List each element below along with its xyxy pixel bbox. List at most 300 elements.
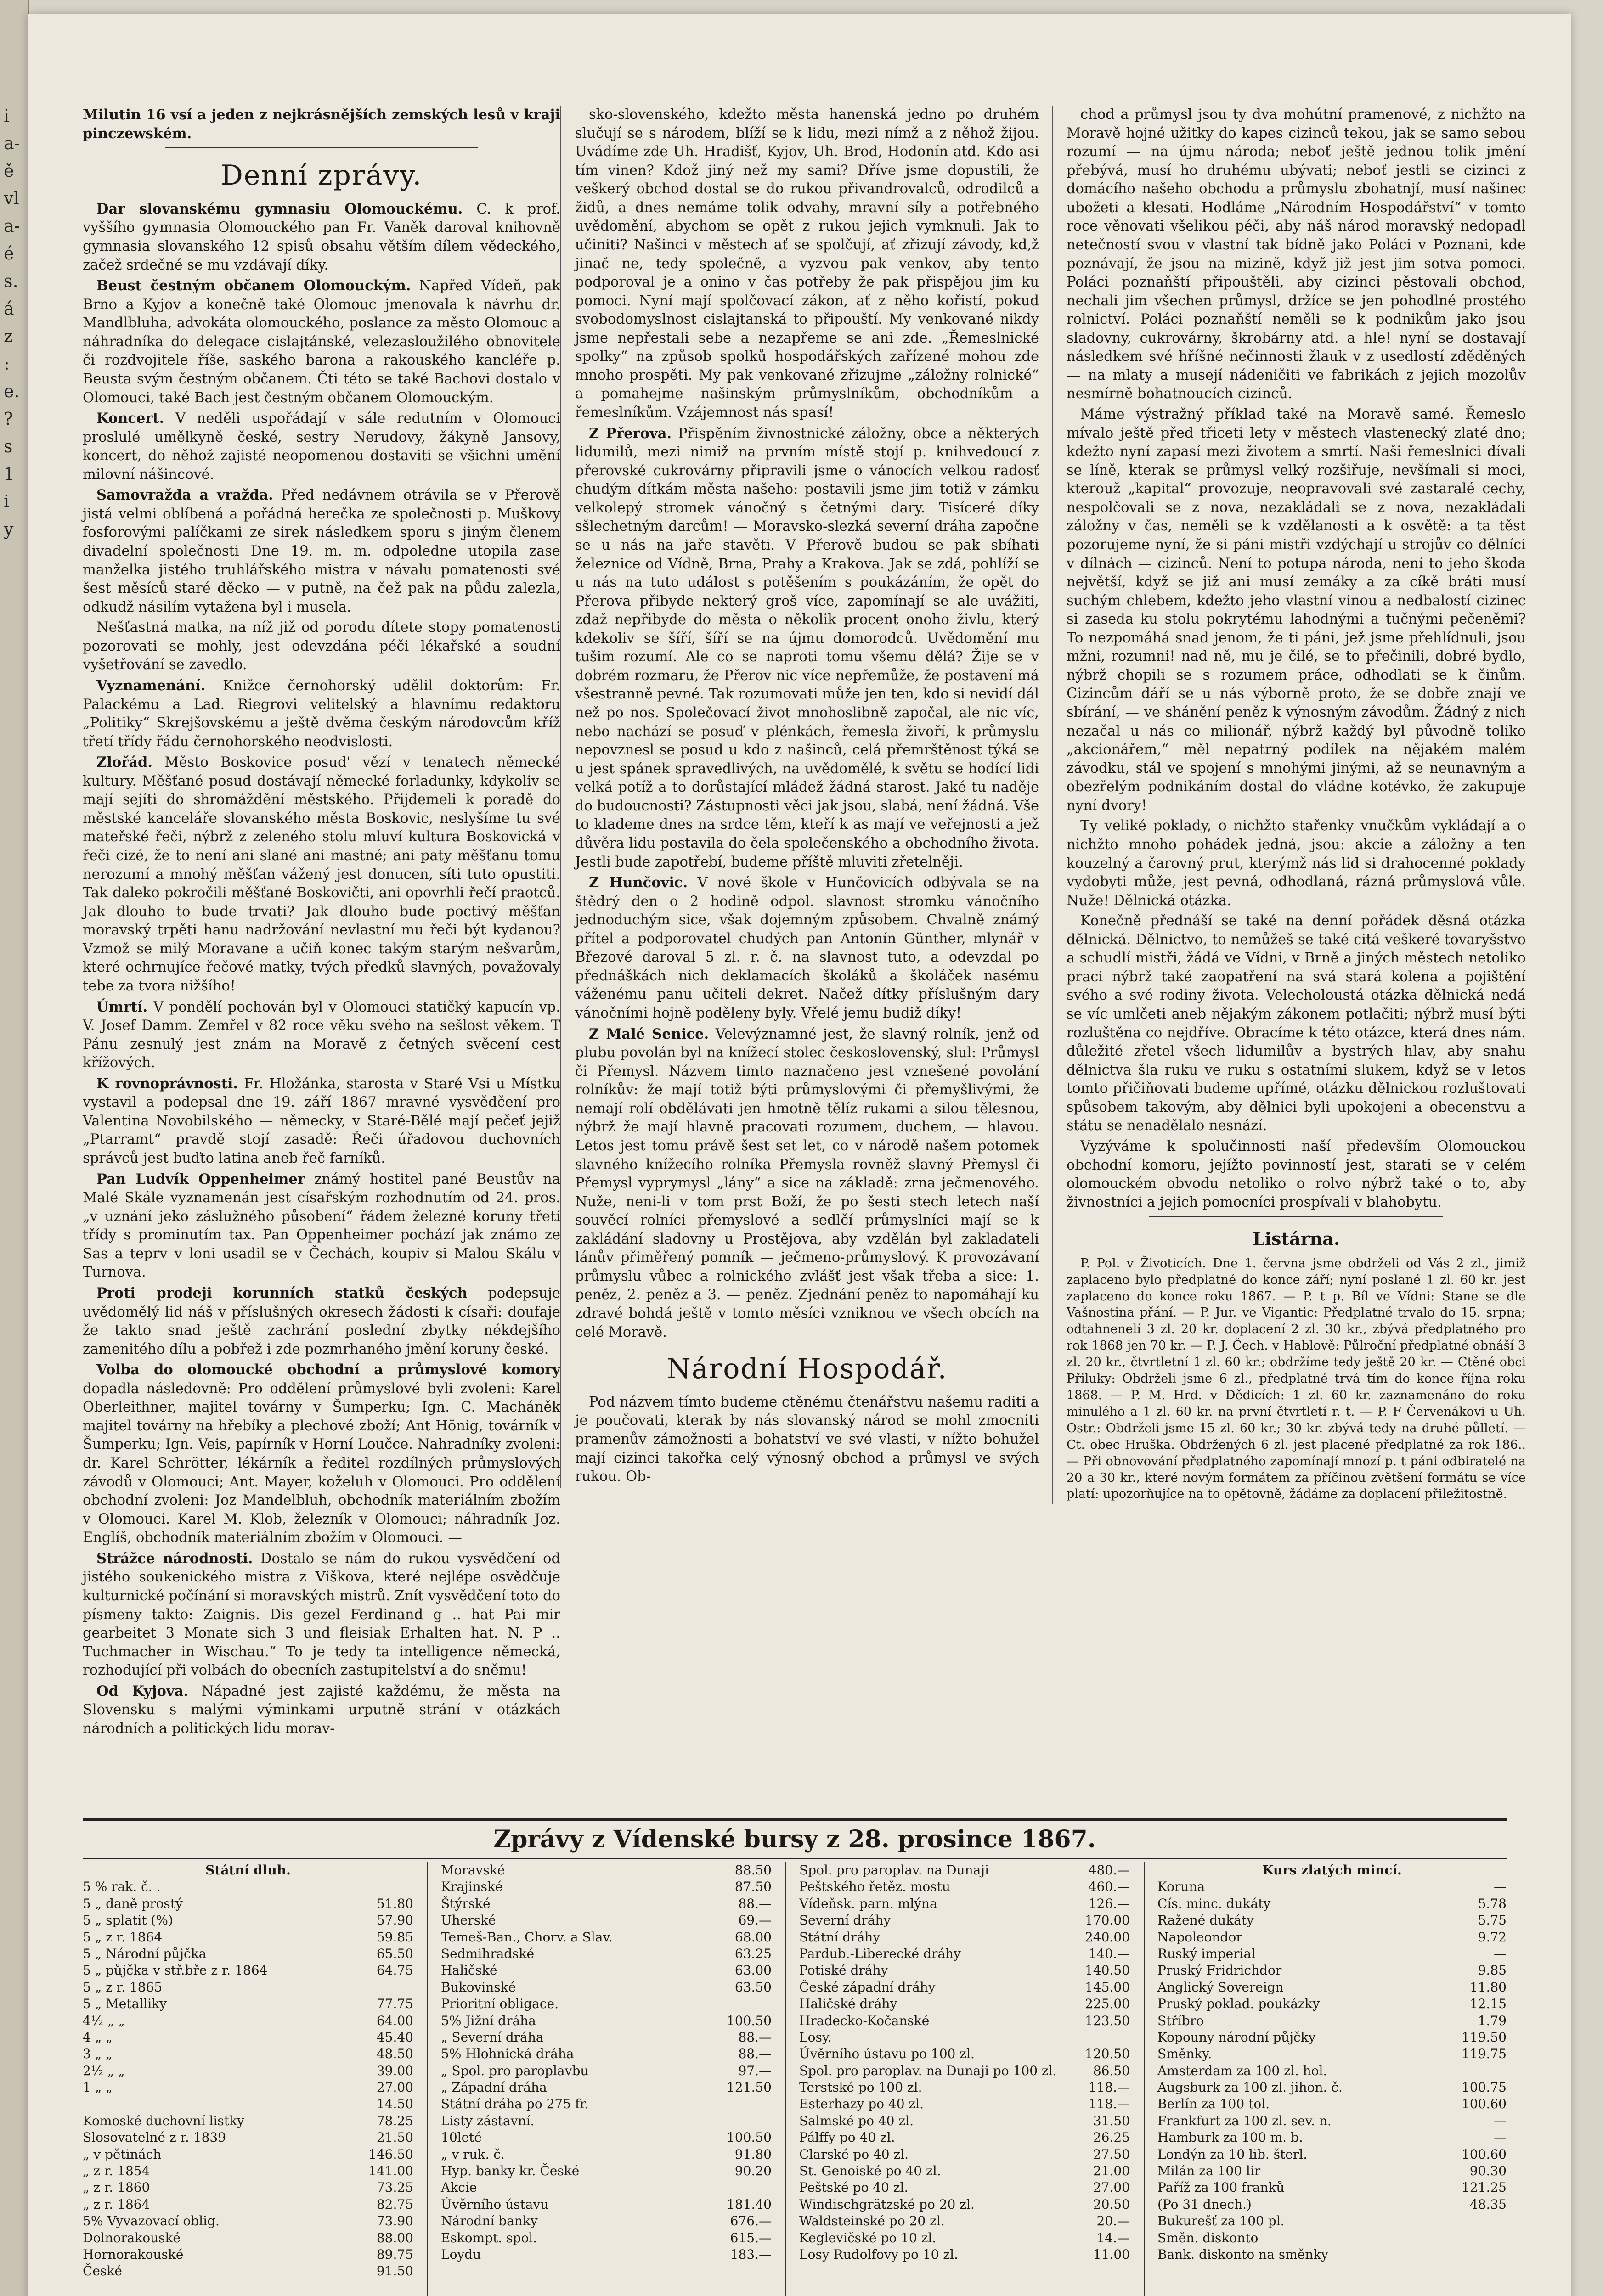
- article-paragraph: [83, 409, 560, 484]
- bourse-value: 20.—: [1096, 2213, 1130, 2229]
- article-heading: Proti prodeji korunních statků českých: [96, 1284, 468, 1301]
- article-paragraph: [83, 1549, 560, 1680]
- article-paragraph: [83, 619, 560, 675]
- bourse-row: [1157, 2079, 1507, 2096]
- article-heading: Z Malé Senice.: [589, 1025, 709, 1042]
- bourse-label: Severní dráhy: [799, 1913, 891, 1928]
- bourse-value: —: [1494, 2113, 1507, 2128]
- bourse-row: [799, 2013, 1130, 2029]
- bourse-row: [799, 2079, 1130, 2096]
- bourse-label: Ruský imperial: [1157, 1946, 1256, 1961]
- article-paragraph: [83, 998, 560, 1073]
- bourse-label: St. Genoiské po 40 zl.: [799, 2163, 941, 2179]
- bourse-value: 181.40: [727, 2196, 772, 2212]
- bourse-row: [441, 1962, 772, 1979]
- bourse-value: 88.—: [738, 2029, 772, 2045]
- section-title-listarna: Listárna.: [1252, 1228, 1340, 1249]
- bourse-label: Sedmihradské: [441, 1946, 535, 1961]
- bourse-value: 146.50: [368, 2146, 413, 2162]
- article-text: Ty veliké poklady, o nichžto stařenky vnučkům vykládají a o nichžto mnoho pohádek jedná, jsou: akcie a záložny a ten kouzelný a čarovný prut, kterýmž nás lid si drahocenné poklady vydobyti může, jest pevná, odhodlaná, rázná průmyslová vůle. Nuže! Dělnická otázka.: [1067, 818, 1526, 909]
- bourse-label: Peštského řetěz. mostu: [799, 1879, 950, 1895]
- bourse-label: Bukovinské: [441, 1979, 516, 1995]
- bourse-row: [1157, 1996, 1507, 2012]
- bourse-row: [441, 2029, 772, 2046]
- bourse-label: Londýn za 10 lib. šterl.: [1157, 2146, 1308, 2162]
- bourse-value: 73.25: [376, 2180, 413, 2195]
- article-text: Nápadné jest zajisté každému, že města na Slovensku s malými výminkami urputně strání v otázkách národních a politických lidu morav-: [83, 1683, 560, 1737]
- bourse-row: [83, 2079, 413, 2096]
- bourse-row: [441, 2113, 772, 2129]
- bourse-label: Amsterdam za 100 zl. hol.: [1157, 2063, 1327, 2078]
- bourse-row: [1157, 2063, 1507, 2079]
- bourse-col-obligations: [441, 1862, 772, 2263]
- bourse-row: [441, 1879, 772, 1895]
- bourse-label: 5 „ Národní půjčka: [83, 1946, 207, 1961]
- bourse-value: 12.15: [1469, 1996, 1507, 2012]
- bourse-row: [1157, 2029, 1507, 2046]
- bourse-row: [799, 2213, 1130, 2229]
- bourse-label: České: [83, 2263, 122, 2279]
- article-paragraph: [83, 1284, 560, 1359]
- bourse-row: [83, 1979, 413, 1996]
- bourse-row: [799, 2129, 1130, 2146]
- bourse-label: 5% Vyvazovací oblig.: [83, 2213, 220, 2229]
- bourse-label: „ z r. 1860: [83, 2180, 150, 2195]
- bourse-label: 10leté: [441, 2130, 482, 2145]
- bourse-value: —: [1494, 1946, 1507, 1961]
- bourse-row: [799, 1996, 1130, 2012]
- bourse-label: Pálffy po 40 zl.: [799, 2130, 895, 2145]
- article-paragraph: [575, 873, 1039, 1023]
- bourse-row: [83, 2163, 413, 2179]
- bourse-label: Slosovatelné z r. 1839: [83, 2130, 226, 2145]
- article-paragraph: [1067, 817, 1526, 910]
- article-text: Napřed Vídeň, pak Brno a Kyjov a konečně také Olomouc jmenovala k návrhu dr. Mandlbluha, advokáta olomouckého, poslance za město Olomouc a náhradníka do delegace cislajtánské, velezasloužilého obnovitele či rozdvojitele říše, saského barona a rakouského kancléře p. Beusta svým čestným občanem. Čti této se také Bachovi dostalo v Olomouci, také Bach jest čestným občanem Olomouckým.: [83, 278, 560, 406]
- bourse-row: [799, 1879, 1130, 1895]
- bourse-row: [83, 2046, 413, 2062]
- bourse-value: 11.00: [1093, 2246, 1130, 2262]
- bourse-row: [441, 1896, 772, 1912]
- bourse-label: 5 „ Metalliky: [83, 1996, 167, 2012]
- bourse-value: 480.—: [1088, 1863, 1130, 1878]
- bourse-value: 100.60: [1462, 2146, 1507, 2162]
- article-heading: Samovražda a vražda.: [96, 487, 273, 504]
- bourse-value: 64.75: [376, 1963, 413, 1978]
- bourse-row: [441, 1862, 772, 1879]
- bourse-row: [441, 2146, 772, 2163]
- bourse-row: [799, 2029, 1130, 2046]
- bourse-value: 14.50: [376, 2096, 413, 2112]
- bourse-value: 88.—: [738, 2046, 772, 2062]
- bourse-value: 91.50: [376, 2263, 413, 2279]
- bourse-value: 9.85: [1478, 1963, 1507, 1978]
- article-heading: Z Přerova.: [589, 425, 672, 442]
- bourse-label: Temeš-Ban., Chorv. a Slav.: [441, 1929, 613, 1945]
- bourse-row: [1157, 1962, 1507, 1979]
- bourse-row: [1157, 2230, 1507, 2246]
- bourse-value: 183.—: [730, 2246, 772, 2262]
- bourse-label: Štýrské: [441, 1896, 491, 1911]
- bourse-row: [83, 1879, 413, 1895]
- bourse-value: 118.—: [1088, 2096, 1130, 2112]
- bourse-label: Napoleondor: [1157, 1929, 1242, 1945]
- bourse-label: 5% Hlohnická dráha: [441, 2046, 574, 2062]
- bourse-value: 21.50: [376, 2130, 413, 2145]
- bourse-row: [1157, 2129, 1507, 2146]
- bourse-label: Akcie: [441, 2180, 477, 2195]
- bourse-value: 59.85: [376, 1929, 413, 1945]
- bourse-value: [363, 1879, 413, 1895]
- bourse-row: [441, 2213, 772, 2229]
- bourse-value: —: [1494, 2130, 1507, 2145]
- bourse-value: 14.—: [1096, 2230, 1130, 2245]
- bourse-label: Stříbro: [1157, 2013, 1204, 2028]
- bourse-value: 1.79: [1478, 2013, 1507, 2028]
- bourse-col-state-debt: [83, 1862, 413, 2280]
- bourse-label: 5 „ z r. 1864: [83, 1929, 163, 1945]
- article-paragraph: [1067, 405, 1526, 815]
- bourse-label: „ z r. 1864: [83, 2196, 150, 2212]
- column-separator: [427, 1862, 428, 2296]
- article-text: sko-slovenského, kdežto města hanenská jedno po druhém slučují se s národem, blíží se k lidu, mezi nímž a z něhož žijou. Uvádíme zde Uh. Hradišť, Kyjov, Uh. Brod, Hodonín atd. Kdo asi tím vinen? Kdož jiný než my sami? Dříve jsme dopustili, že veškerý obchod dostal se do rukou přivandrovalců, odrodilců a židů, a dnes nemáme tolik odvahy, mravní síly a potřebného uvědomění, abychom se opět z rukou jejich vymknuli. Jak to učiniti? Našinci v městech ať se spolčují, ať zřizují závody, kd,ž jinač ne, tedy společně, a vyzvou pak venkov, aby tento podporoval je a onino v čas potřeby že pak přispějou jim ku pomoci. Nyní mají spolčovací zákon, ať z něho kořistí, pokud svobodomyslnost cislajtanská to připouští. My venkované nikdy jsme nepřestali sebe a nezapřeme se ani zde. „Řemeslnické spolky“ na způsob spolků hospodářských zařízené mohou zde mnoho prospěti. My pak venkované zřizujme „záložny rolnické“ a pomahejme našinským průmyslníkům, obchodníkům a řemeslníkům. Vzájemnost nás spasí!: [575, 107, 1039, 421]
- bourse-label: Směn. diskonto: [1157, 2230, 1259, 2245]
- article-paragraph: [83, 1170, 560, 1282]
- bourse-row: [441, 2246, 772, 2263]
- bourse-value: 68.00: [734, 1929, 772, 1945]
- bourse-value: 97.—: [738, 2063, 772, 2078]
- bourse-row: [799, 1979, 1130, 1996]
- bourse-value: 65.50: [376, 1946, 413, 1961]
- bourse-value: 170.00: [1085, 1913, 1130, 1928]
- bourse-value: 88.00: [376, 2230, 413, 2245]
- bourse-label: 4 „ „: [83, 2029, 113, 2045]
- bourse-row: [1157, 2113, 1507, 2129]
- bourse-label: Haličské: [441, 1963, 497, 1978]
- article-paragraph: [575, 1025, 1039, 1342]
- article-text: chod a průmysl jsou ty dva mohútní pramenové, z nichžto na Moravě hojné užitky do kapes cizinců tekou, jak se samo sebou rozumí — na újmu národa; neboť ještě jednou tolik jmění přebývá, musí ho druhému ubývati; neboť jestli se cizinci z domácího našeho obchodu a průmyslu zbohatnjí, musí našinec ubožeti a klesati. Hodláme „Národním Hospodářství“ v tomto roce věnovati všelikou péči, aby náš národ moravský nedopadl netečností svou v vlastní tak bídně jako Poláci v Poznani, kde poznávají, že jsou na mizině, když již jest jim sotva pomoci. Poláci poznaňští připouštěli, aby cizinci pěstovali obchod, nechali jim všechen průmysl, držíce se jen pohodlné prostého rolnictví. Poláci poznaňští neměli se k podnikům jako jsou sladovny, cukrovárny, škrobárny atd. a hle! nyní se dostavají následkem své hříšné nečinnosti žlauk v z usedlostí zděděných — na mlaty a musejí nádeničiti ve fabrikách z jejich mozolův nesmírně bohatnoucích cizinců.: [1067, 107, 1526, 402]
- bourse-row: [83, 1946, 413, 1962]
- bourse-value: 31.50: [1093, 2113, 1130, 2128]
- bourse-row: [83, 2113, 413, 2129]
- column-1-articles: [83, 200, 560, 1739]
- bourse-row: [799, 1929, 1130, 1946]
- bourse-value: [721, 2096, 772, 2112]
- article-text: Přispěním živnostnické záložny, obce a některých lidumilů, mezi nimiž na prvním místě stojí p. knihvedoucí z přerovské cukrovárny připravili jsme o vánocích velkou radosť chudým dítkám města našeho: postavili jsme jim totiž v zámku velkolepý stromek vánočný s četnými dary. Tisíceré díky sšlechetným darcům! — Moravsko-slezká severní dráha započne se u nás na jaře stavěti. V Přerově budou se pak sbíhati železnice od Vídně, Brna, Prahy a Krakova. Jak se zdá, pohlíží se u nás na tuto událost s potěšením s poukázáním, že opět do Přerova přibyde nekterý groš více, zapomínají se ale uvážiti, zdaž nepřibyde do města o několik procent onoho živlu, který kdekoliv se šíří, šíří se na újmu domorodců. Uvědomění mu tušim rozumí. Ale co se naproti tomu všemu dělá? Žije se v dobrém rozmaru, že Přerov nic více nepřemůže, že postavení má všestranně pevné. Tak rozumovati může jen ten, kdo si nevidí dál než po nos. Společovací život mnohoslibně započal, ale nic víc, nebo nachází se posuď v plénkách, řemesla živoří, k průmyslu nepovznesl se posud u kdo z našinců, celá přemrštěnost týká se u jest spánek spravedlivých, na uvědomělé, k světu se hodící lidi velká potíž a to dorůstající mládež žádná starost. Jaké tu naděje do budoucnosti? Zástupnosti věci jak jsou, slabá, není žádná. Vše to klademe dnes na srdce těm, kteří k as mají ve veřejnosti a jež důvěra lidu postavila do čela společenského a obchodního života. Jestli bude zapotřebí, budeme příště mluviti zřetelněji.: [575, 425, 1039, 870]
- article-paragraph: [83, 1682, 560, 1739]
- bourse-value: 82.75: [376, 2196, 413, 2212]
- bourse-value: 676.—: [730, 2213, 772, 2229]
- bourse-value: 126.—: [1088, 1896, 1130, 1911]
- bourse-value: 615.—: [730, 2230, 772, 2245]
- bourse-heading: Státní dluh.: [205, 1863, 291, 1878]
- bourse-row: [441, 2063, 772, 2079]
- article-text: Velevýznamné jest, že slavný rolník, jenž od plubu povolán byl na knížecí stolec československý, slul: Průmysl či Přemysl. Názvem timto naznačeno jest vznešené povolání rolníkův: že mají totiž býti průmyslovými či přemyšlivými, že nemají rolí obdělávati jen hmotně tělíz rukami a silou tělesnou, nýbrž že mají hlavně pracovati rozumem, duchem, — hlavou. Letos jest tomu právě šest set let, co v národě našem potomek slavného knížecího rolníka Přemysla rovněž slavný Přemysl či Přemysl vyprymysl „lány“ a sice na základě: zrna ječmenového. Nuže, neni-li v tom prst Boží, že po šesti stech letech naší souvěcí rolníci přemyslové a sedlčí průmyslníci mají se k zakládání sladovny u Prostějova, aby vzdělán byl zakladateli lánův přiměřený pomník — ječmeno-průmyslový. K provozávaní průmyslu vůbec a rolnického zvlášť jest však třeba a sice: 1. peněz, 2. peněz a 3. — peněz. Zjednání peněz to napomáhají ku zdravé bohdá ještě v tomto měsíci vzniknou ve všech obcích na celé Moravě.: [575, 1026, 1039, 1340]
- bourse-label: Salmské po 40 zl.: [799, 2113, 914, 2128]
- bourse-row: [799, 1862, 1130, 1879]
- bourse-label: „ Spol. pro paroplavbu: [441, 2063, 589, 2078]
- article-heading: Strážce národnosti.: [96, 1550, 253, 1567]
- bourse-row: [441, 2079, 772, 2096]
- bourse-col-lots: [799, 1862, 1130, 2263]
- column-separator: [1144, 1862, 1145, 2296]
- article-text: V nové škole v Hunčovicích odbývala se na štědrý den o 2 hodině odpol. slavnost stromku vánočního jednoduchým sice, však dojemným způsobem. Chvalně známý přítel a podporovatel chudých pan Antonín Günther, mlynář v Březové daroval 5 zl. r. č. na slavnost tuto, a odevzdal po přednáškách nich deklamacích školáků a školáček nasému váženému panu učiteli dekret. Načež dítky příslušným dary vánočními hojně poděleny byly. Vřelé jemu budiž díky!: [575, 875, 1039, 1021]
- bourse-label: (Po 31 dnech.): [1157, 2196, 1252, 2212]
- bourse-value: 100.50: [727, 2013, 772, 2028]
- bourse-value: 460.—: [1088, 1879, 1130, 1895]
- bourse-label: Esterhazy po 40 zl.: [799, 2096, 924, 2112]
- bourse-row: [799, 2096, 1130, 2112]
- bourse-value: 51.80: [376, 1896, 413, 1911]
- article-paragraph: [575, 106, 1039, 422]
- bourse-row: [441, 1979, 772, 1996]
- bourse-value: [1456, 2213, 1507, 2229]
- article-paragraph: [575, 1393, 1039, 1486]
- column-2-articles: [575, 106, 1039, 1486]
- bourse-row: [1157, 1896, 1507, 1912]
- bourse-row: [83, 2096, 413, 2112]
- bourse-label: Frankfurt za 100 zl. sev. n.: [1157, 2113, 1332, 2128]
- bourse-label: Hamburk za 100 m. b.: [1157, 2130, 1303, 2145]
- bourse-value: 78.25: [376, 2113, 413, 2128]
- bourse-value: 64.00: [376, 2013, 413, 2028]
- bourse-label: 2½ „ „: [83, 2063, 125, 2078]
- bourse-label: Státní dráhy: [799, 1929, 881, 1945]
- article-text: známý hostitel pané Beustův na Malé Skále vyznamenán jest císařským rozhodnutím od 24. pros. „v uznání jeko záslužného působení“ řádem železné koruny třetí třídy s prominutím tax. Pan Oppenheimer pochází jak známo ze Sas a teprv v loni usadil se v Čechách, koupiv si Malou Skálu v Turnova.: [83, 1171, 560, 1281]
- article-text: Nešťastná matka, na níž již od porodu dítete stopy pomatenosti pozorovati se mohly, jest odevzdána péči lékařské a soudní vyšetřování se zavedlo.: [83, 619, 560, 673]
- previous-page-edge: i a- ě vl a- é s. á z : e. ? s 1 i y: [0, 0, 29, 2296]
- bourse-value: 69.—: [738, 1913, 772, 1928]
- bourse-row: [1157, 1879, 1507, 1895]
- article-heading: Dar slovanskému gymnasiu Olomouckému.: [96, 200, 463, 217]
- article-text: Konečně přednáší se také na denní pořádek děsná otázka dělnická. Dělnictvo, to nemůžeš se také citá veškeré tovaryšstvo a schudlí mistři, žádá ve Vídni, v Brně a jiných městech netoliko praci nýbrž také zaopatření na svá stará kolena a pojištění svého a své rodiny života. Velecholoustá otázka dělnická nedá se víc umlčeti aneb nějakým zákonem potlačiti; nýbrž musí býti rozluštěna co nejdříve. Obracíme k této otázce, která dnes nám. důležité zřetel všech lidumilův a bystrých hlav, aby snahu dělnictva šla ruku ve ruku s ostatními slukem, když se v letos tomto přičiňovati budeme upřímé, otázku dělnickou rozluštovati spůsobem takovým, aby dělnici byli upokojeni a obecenstvu a státu se nenadělalo nesnází.: [1067, 913, 1526, 1134]
- bourse-value: [721, 2179, 772, 2196]
- bourse-row: [83, 2063, 413, 2079]
- bourse-value: 121.25: [1462, 2180, 1507, 2195]
- article-text: Vyzýváme k spolučinnosti naší především Olomouckou obchodní komoru, jejížto povinností jest, starati se v celém olomouckém obvodu netoliko o rolvo nýbrž také o to, aby živnostníci a jejich pomocníci prospívali v blahobytu.: [1067, 1138, 1526, 1210]
- article-paragraph: [83, 753, 560, 996]
- bourse-label: 5 „ z r. 1865: [83, 1979, 163, 1995]
- bourse-label: 5 „ daně prostý: [83, 1896, 183, 1911]
- bourse-row: [799, 2246, 1130, 2263]
- bourse-label: Peštské po 40 zl.: [799, 2180, 909, 2195]
- bourse-value: 21.00: [1093, 2163, 1130, 2179]
- divider: [165, 147, 478, 148]
- bourse-row: [1157, 2213, 1507, 2229]
- section-title-narodni-hospodar: Národní Hospodář.: [666, 1353, 948, 1385]
- bourse-label: Losy Rudolfovy po 10 zl.: [799, 2246, 958, 2262]
- bourse-value: 63.00: [734, 1963, 772, 1978]
- bourse-label: Krajinské: [441, 1879, 503, 1895]
- bourse-value: 225.00: [1085, 1996, 1130, 2012]
- bourse-row: [799, 2163, 1130, 2179]
- bourse-label: Haličské dráhy: [799, 1996, 897, 2012]
- bourse-label: Eskompt. spol.: [441, 2230, 537, 2245]
- bourse-value: 100.75: [1462, 2080, 1507, 2095]
- article-text: podepsuje uvědomělý lid náš v příslušných okresech žádosti k císaři: doufaje že takto snad ještě zachrání poslední zbytky nékdejšího zamenitého dílu a pobřež i zde pozmrhaného jmění koruny české.: [83, 1285, 561, 1357]
- bourse-label: Berlín za 100 tol.: [1157, 2096, 1270, 2112]
- bourse-value: [721, 2113, 772, 2129]
- bourse-value: 121.50: [727, 2080, 772, 2095]
- article-heading: Koncert.: [96, 410, 164, 427]
- bourse-row: [799, 1912, 1130, 1929]
- article-paragraph: [83, 486, 560, 617]
- bourse-value: 120.50: [1085, 2046, 1130, 2062]
- article-text: Před nedávnem otrávila se v Přerově jistá velmi oblíbená a pořádná herečka ze společnosti p. Muškovy fosforovými palíčkami ze sirek následkem sporu s jiným členem divadelní společnosti Dne 19. m. m. odpoledne utopila zase manželka jistého truhlářského mistra v návalu pomatenosti své šest měsíců staré děcko — v putně, na čež pak na půdu zalezla, odkudž násilím vytažena byl i muselа.: [83, 487, 560, 615]
- bourse-row: [799, 2113, 1130, 2129]
- bourse-label: 1 „ „: [83, 2080, 113, 2095]
- article-heading: Pan Ludvík Oppenheimer: [96, 1171, 305, 1187]
- column-3: [1052, 106, 1526, 1504]
- bourse-value: 123.50: [1085, 2013, 1130, 2028]
- article-text: V pondělí pochován byl v Olomouci statičký kapucín vp. V. Josef Damm. Zemřel v 82 roce věku svého na sešlost věkem. T Pánu zesnulý jest znám na Moravě z četných svěcení cest křížových.: [83, 999, 560, 1071]
- bourse-value: 90.20: [734, 2163, 772, 2179]
- bourse-row: [1157, 2046, 1507, 2062]
- bourse-row: [441, 2129, 772, 2146]
- article-paragraph: [83, 1361, 560, 1548]
- bourse-label: Komoské duchovní listky: [83, 2113, 244, 2128]
- bourse-row: [1157, 1946, 1507, 1962]
- article-heading: Beust čestným občanem Olomouckým.: [96, 277, 411, 294]
- article-heading: Úmrtí.: [96, 998, 148, 1015]
- article-text: Dostalo se nám do rukou vysvědčení od jistého soukenického mistra z Viškova, které nejlépe osvědčuje kulturnické počínání si moravských mistrů. Znít vysvědčení toto do písmeny takto: Zaignis. Dis gezel Ferdinand g .. hat Pai mir gearbeitet 3 Monate sich 3 und fleisiak Erhalten hat. N. P .. Tuchmacher in Wischau.“ To je tedy ta intelligence německá, rozhodující při volbách do obecních zastupitelství a do sněmu!: [83, 1550, 560, 1679]
- bourse-label: 5 „ splatit (%): [83, 1913, 173, 1928]
- bourse-row: [799, 2230, 1130, 2246]
- bourse-row: [441, 2096, 772, 2112]
- bourse-label: Hornorakouské: [83, 2246, 184, 2262]
- bourse-label: Pruský Fridrichdor: [1157, 1963, 1282, 1978]
- bourse-value: [1456, 2063, 1507, 2079]
- bourse-value: [363, 1979, 413, 1996]
- bourse-row: [83, 2213, 413, 2229]
- article-paragraph: [83, 200, 560, 275]
- bourse-label: Pardub.-Liberecké dráhy: [799, 1946, 961, 1961]
- bourse-value: 89.75: [376, 2246, 413, 2262]
- bourse-row: [441, 2013, 772, 2029]
- bourse-value: 100.60: [1462, 2096, 1507, 2112]
- article-text: Knižce černohorský udělil doktorům: Fr. Palackému a Lad. Riegrovi velitelský a hlavnímu redaktoru „Politiky“ Skrejšovskému a ještě dvěma českým národovcům kříž třetí třídy řádu černohorského neodvislosti.: [83, 677, 560, 750]
- bourse-label: Národní banky: [441, 2213, 538, 2229]
- bourse-row: [83, 2129, 413, 2146]
- bourse-label: „ Západní dráha: [441, 2080, 547, 2095]
- bourse-value: 88.50: [734, 1863, 772, 1878]
- article-heading: Z Hunčovic.: [589, 874, 688, 891]
- bourse-row: [441, 2179, 772, 2196]
- bourse-label: Prioritní obligace.: [441, 1996, 559, 2012]
- bourse-row: [441, 1996, 772, 2012]
- bourse-row: [441, 2196, 772, 2213]
- bourse-label: Listy zástavní.: [441, 2113, 535, 2128]
- bourse-title: Zprávy z Vídenské bursy z 28. prosince 1867.: [83, 1825, 1507, 1859]
- bourse-value: 45.40: [376, 2029, 413, 2045]
- bourse-value: 86.50: [1093, 2063, 1130, 2078]
- listarna-text: P. Pol. v Životicích. Dne 1. června jsme obdrželi od Vás 2 zl., jimiž zaplaceno bylo předplatné do konce září; nyní poslané 1 zl. 60 kr. jest zaplaceno do konce roku 1867. — P. t p. Bíl ve Vídni: Stane se dle Vašnostina přání. — P. Jur. ve Vigantic: Předplatné trvalo do 15. srpna; odtahnenelí 3 zl. 20 kr. doplacení 2 zl. 30 kr., zbývá předplatného pro rok 1868 jen 70 kr. — P. J. Čech. v Hablově: Půlroční předplatné obnáší 3 zl. 20 kr., čtvrtletní 1 zl. 60 kr.; obdržíme tedy ještě 20 kr. — Ctěné obci Přiluky: Obdrželi jsme 6 zl., předplatné trvá tím do konce října roku 1868. — P. M. Hrd. v Dědicích: 1 zl. 60 kr. zaznamenáno do roku minulého a 1 zl. 60 kr. na první čtvrtletí r. t. — P. F Červenákovi u Uh. Ostr.: Obdrželi jsme 15 zl. 60 kr.; 30 kr. zbývá tedy na druhé půlletí. — Ct. obec Hruška. Obdržených 6 zl. jest placené předplatné za rok 186.. — Při obnovování předplatného zapomínají mnozí p. t páni odbiratelé na 20 a 30 kr., které novým formátem za příčinou zvětšení formátu se více platí: upozorňujíce na to opětovně, žádáme za doplacení přiležitostně.: [1067, 1256, 1526, 1502]
- bourse-row: [83, 1962, 413, 1979]
- article-text: dopadla následovně: Pro oddělení průmyslové byli zvoleni: Karel Oberleithner, majitel továrny v Šumperku; Ign. C. Macháněk majitel továrny na hřebíky a plechové zboží; Ant Hönig, továrník v Šumperku; Ign. Veis, papírník v Horní Loučce. Nahradníky zvoleni: dr. Karel Schrötter, lékárník a ředitel rozdílných průmyslových závodů v Olomouci; Ant. Mayer, koželuh v Olomouci. Pro oddělení obchodní zvoleni: Joz Mandelbluh, obchodník materiálním zbožím v Olomouci. Karel M. Klob, železník v Olomouci; náhradník Joz. Englíš, obchodník materiálním zbožím v Olomouci. —: [83, 1380, 560, 1546]
- bourse-value: 91.80: [734, 2146, 772, 2162]
- bourse-value: 73.90: [376, 2213, 413, 2229]
- bourse-label: Pruský poklad. poukázky: [1157, 1996, 1320, 2012]
- bourse-row: [83, 2029, 413, 2046]
- bourse-value: 27.00: [1093, 2180, 1130, 2195]
- bourse-value: 48.35: [1469, 2196, 1507, 2212]
- bourse-value: 100.50: [727, 2130, 772, 2145]
- bourse-value: 5.78: [1478, 1896, 1507, 1911]
- bourse-value: 77.75: [376, 1996, 413, 2012]
- bourse-label: Clarské po 40 zl.: [799, 2146, 909, 2162]
- bourse-value: 57.90: [376, 1913, 413, 1928]
- bourse-row: [1157, 2013, 1507, 2029]
- bourse-row: [1157, 2196, 1507, 2213]
- column-3-articles: [1067, 106, 1526, 1212]
- bourse-value: 87.50: [734, 1879, 772, 1895]
- bourse-row: [1157, 1929, 1507, 1946]
- bourse-label: Koruna: [1157, 1879, 1205, 1895]
- bourse-row: [83, 1896, 413, 1912]
- bourse-value: 88.—: [738, 1896, 772, 1911]
- article-text: V neděli uspořádají v sále redutním v Olomouci proslulé umělkyně české, sestry Nerudovy, žákyně Jansovy, koncert, do něhož zajisté neopomenou dostaviti se všichni umění milovní nášincové.: [83, 411, 560, 483]
- bourse-label: České západní dráhy: [799, 1979, 936, 1995]
- article-paragraph: [83, 1075, 560, 1168]
- bourse-row: [441, 1929, 772, 1946]
- bourse-row: [1157, 2163, 1507, 2179]
- bourse-value: [721, 1996, 772, 2012]
- bourse-row: [1157, 2179, 1507, 2196]
- article-paragraph: [1067, 1137, 1526, 1212]
- bourse-value: 119.75: [1462, 2046, 1507, 2062]
- bourse-value: 140.—: [1088, 1946, 1130, 1961]
- bourse-label: Anglický Sovereign: [1157, 1979, 1284, 1995]
- article-paragraph: [1067, 106, 1526, 404]
- bourse-label: 3 „ „: [83, 2046, 113, 2062]
- bourse-label: Uherské: [441, 1913, 496, 1928]
- bourse-value: 48.50: [376, 2046, 413, 2062]
- bourse-value: 63.50: [734, 1979, 772, 1995]
- bourse-value: —: [1494, 1879, 1507, 1895]
- article-text: Fr. Hložánka, starosta v Staré Vsi u Místku vystavil a podepsal dne 19. září 1867 mravné vysvědčení pro Valentina Novobilského — německy, v Staré-Bělé mají pečeť jejiž „Ptarramt“ pravdě stojí zasadě: Řeči úřadovou duchovních správců jest buďto latina aneb řeč farníků.: [83, 1075, 560, 1167]
- bourse-value: 26.25: [1093, 2130, 1130, 2145]
- bourse-label: Keglevičské po 10 zl.: [799, 2230, 937, 2245]
- bourse-label: Vídeňsk. parn. mlýna: [799, 1896, 937, 1911]
- bourse-label: Terstské po 100 zl.: [799, 2080, 922, 2095]
- bourse-row: [83, 2246, 413, 2263]
- bourse-value: 141.00: [368, 2163, 413, 2179]
- bourse-col-gold-coins: [1157, 1862, 1507, 2263]
- bourse-value: 63.25: [734, 1946, 772, 1961]
- bourse-row: [1157, 2146, 1507, 2163]
- bourse-label: Ražené dukáty: [1157, 1913, 1254, 1928]
- bourse-row: [799, 2179, 1130, 2196]
- bourse-row: [83, 2013, 413, 2029]
- article-text: Pod názvem tímto budeme ctěnému čtenářstvu našemu raditi a je poučovati, kterak by nás slovanský národ se mohl zmocniti pramenův zámožnosti a bohatství ve své vlasti, v nížto bohužel mají cizinci takořka celý výnosný obchod a průmysl ve svých rukou. Ob-: [575, 1394, 1039, 1485]
- bourse-value: 5.75: [1478, 1913, 1507, 1928]
- bourse-label: Hradecko-Kočanské: [799, 2013, 930, 2028]
- bourse-row: [799, 1946, 1130, 1962]
- bourse-value: 27.00: [376, 2080, 413, 2095]
- bourse-row: [83, 2179, 413, 2196]
- bourse-row: [799, 2146, 1130, 2163]
- article-heading: Od Kyjova.: [96, 1683, 188, 1699]
- bourse-value: 11.80: [1469, 1979, 1507, 1995]
- bourse-label: Waldsteinské po 20 zl.: [799, 2213, 945, 2229]
- bourse-row: [441, 1946, 772, 1962]
- bourse-row: [441, 2230, 772, 2246]
- bourse-row: [799, 2046, 1130, 2062]
- bourse-label: Augsburk za 100 zl. jihon. č.: [1157, 2080, 1343, 2095]
- divider: [1149, 1216, 1443, 1217]
- article-heading: Zlořád.: [96, 754, 152, 771]
- bourse-value: [1456, 2246, 1507, 2263]
- bourse-label: Hyp. banky kr. České: [441, 2163, 580, 2179]
